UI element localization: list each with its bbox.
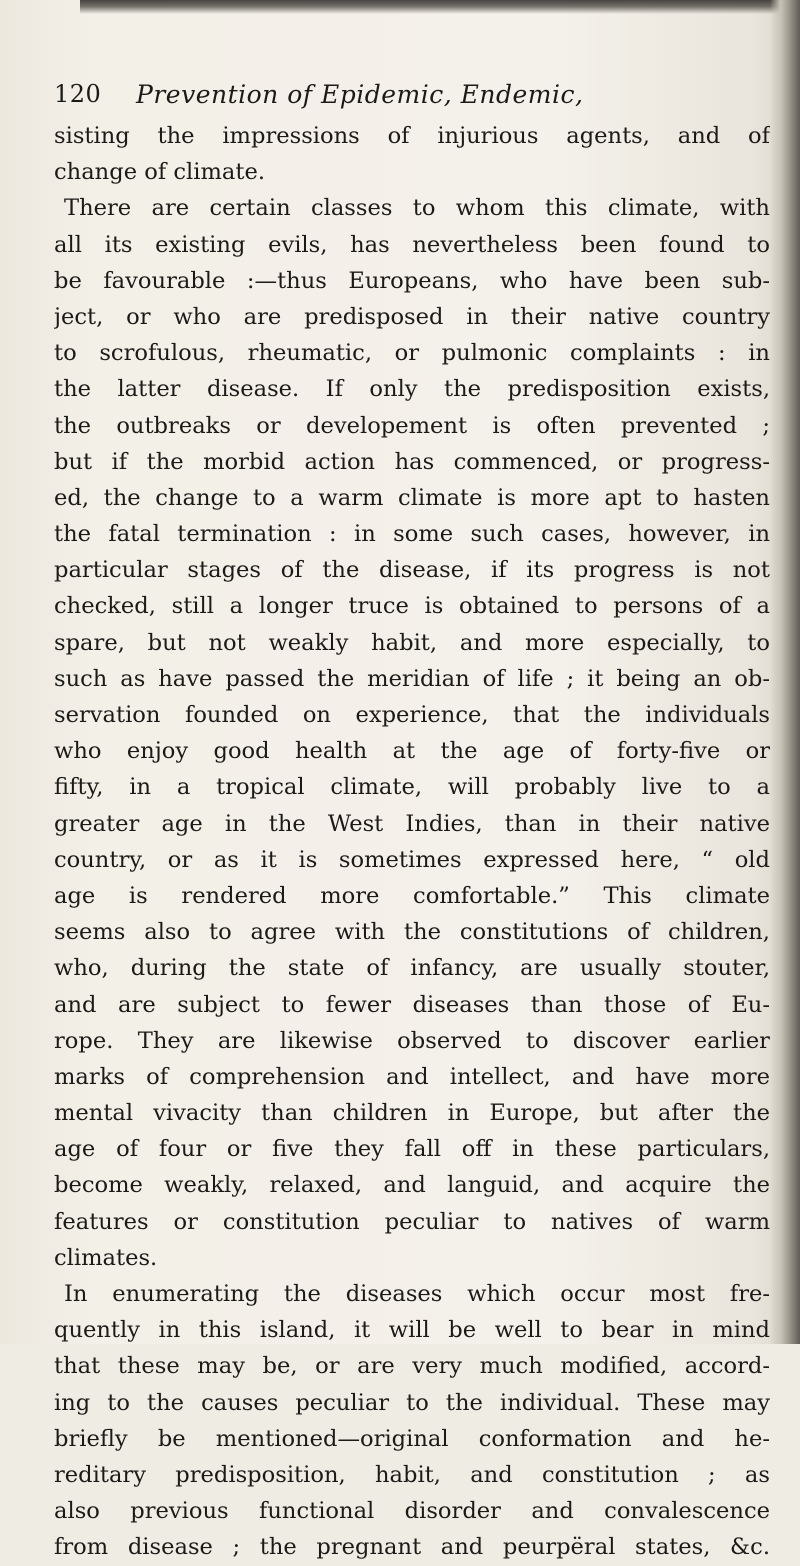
text-line: servation founded on experience, that the individuals bbox=[54, 702, 770, 728]
text-line: rope. They are likewise observed to discover earlier bbox=[54, 1027, 770, 1054]
page-gutter-edge bbox=[770, 0, 800, 1344]
page-header bbox=[54, 80, 774, 116]
text-line: There are certain classes to whom this climate, with bbox=[64, 195, 770, 222]
text-line: sisting the impressions of injurious agents, and of bbox=[54, 123, 770, 149]
text-line: ed, the change to a warm climate is more apt to hasten bbox=[54, 484, 770, 511]
text-line: such as have passed the meridian of life ; it being an ob- bbox=[54, 665, 770, 692]
text-line: briefly be mentioned—original conformation and he- bbox=[54, 1425, 770, 1452]
text-line: reditary predisposition, habit, and constitution ; as bbox=[54, 1461, 770, 1488]
text-line: who, during the state of infancy, are usually stouter, bbox=[54, 955, 770, 982]
text-line: be favourable :—thus Europeans, who have been sub- bbox=[54, 267, 770, 294]
text-line: seems also to agree with the constitutions of children, bbox=[54, 919, 770, 946]
text-line: that these may be, or are very much modified, accord- bbox=[54, 1353, 770, 1380]
body-text bbox=[54, 118, 770, 1566]
text-line: features or constitution peculiar to natives of warm bbox=[54, 1208, 770, 1235]
text-line: quently in this island, it will be well to bear in mind bbox=[54, 1317, 770, 1344]
text-line: the fatal termination : in some such cases, however, in bbox=[54, 521, 770, 548]
page-number: 120 bbox=[54, 80, 102, 108]
text-line: checked, still a longer truce is obtained to persons of a bbox=[54, 593, 770, 620]
text-line: who enjoy good health at the age of forty-five or bbox=[54, 738, 770, 765]
text-line: age of four or five they fall off in these particulars, bbox=[54, 1136, 770, 1163]
text-line: the latter disease. If only the predisposition exists, bbox=[54, 376, 770, 403]
text-line: all its existing evils, has nevertheless been found to bbox=[54, 231, 770, 258]
text-line: marks of comprehension and intellect, and have more bbox=[54, 1063, 770, 1090]
running-title: Prevention of Epidemic, Endemic, bbox=[136, 80, 584, 109]
top-edge-shadow bbox=[80, 0, 800, 14]
text-line: mental vivacity than children in Europe, but after the bbox=[54, 1100, 770, 1127]
text-line: fifty, in a tropical climate, will probably live to a bbox=[54, 774, 770, 801]
text-line: ject, or who are predisposed in their native country bbox=[54, 303, 770, 330]
text-line: spare, but not weakly habit, and more especially, to bbox=[54, 629, 770, 656]
text-line: from disease ; the pregnant and peurpëral states, &c. bbox=[54, 1534, 770, 1561]
text-line: age is rendered more comfortable.” This climate bbox=[54, 882, 770, 909]
text-line: particular stages of the disease, if its progress is not bbox=[54, 557, 770, 584]
text-line: climates. bbox=[54, 1244, 158, 1271]
text-line: country, or as it is sometimes expressed here, “ old bbox=[54, 846, 770, 873]
text-line: become weakly, relaxed, and languid, and acquire the bbox=[54, 1172, 770, 1199]
text-line: to scrofulous, rheumatic, or pulmonic complaints : in bbox=[54, 340, 770, 367]
text-line: ing to the causes peculiar to the individual. These may bbox=[54, 1389, 770, 1416]
text-line: the outbreaks or developement is often prevented ; bbox=[54, 412, 770, 439]
text-line: and are subject to fewer diseases than those of Eu- bbox=[54, 991, 770, 1018]
text-line: also previous functional disorder and convalescence bbox=[54, 1498, 770, 1525]
text-line: greater age in the West Indies, than in their native bbox=[54, 810, 770, 837]
text-line: In enumerating the diseases which occur most fre- bbox=[64, 1281, 770, 1307]
text-line: change of climate. bbox=[54, 159, 266, 186]
text-line: but if the morbid action has commenced, or progress- bbox=[54, 448, 770, 475]
